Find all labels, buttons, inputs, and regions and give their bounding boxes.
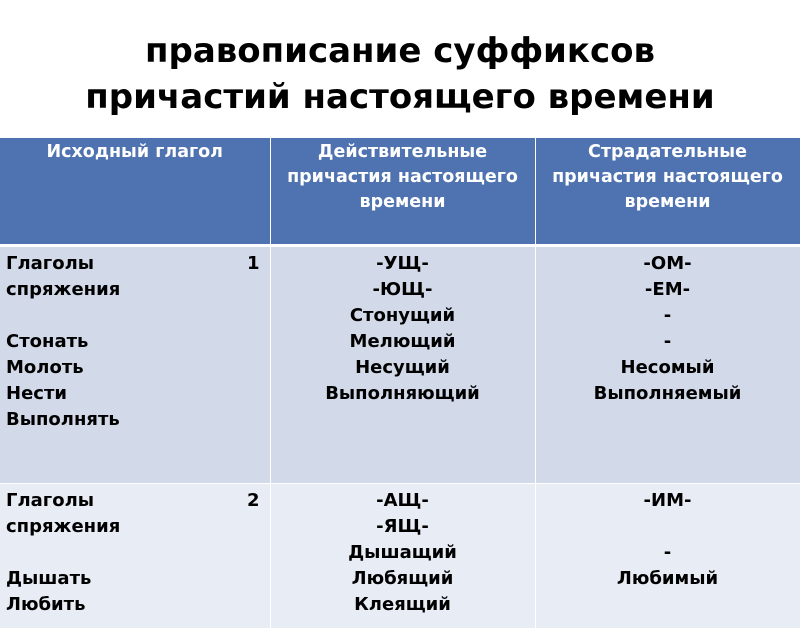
active-example: Мелющий xyxy=(277,329,529,355)
passive-suffix: -ИМ- xyxy=(542,488,794,514)
active-example: Стонущий xyxy=(277,303,529,329)
suffix-table xyxy=(0,138,800,628)
passive-suffix: -ОМ- xyxy=(542,251,794,277)
verb-cell xyxy=(0,484,270,628)
title-line-2: причастий настоящего времени xyxy=(0,74,800,120)
header-active-participles: Действительные причастия настоящего времени xyxy=(270,138,535,246)
verb: Любить xyxy=(6,592,264,618)
verb: Нести xyxy=(6,381,264,407)
verb-group-label: спряжения xyxy=(6,277,264,303)
passive-example: - xyxy=(542,303,794,329)
active-suffix: -ЯЩ- xyxy=(277,514,529,540)
passive-example: Выполняемый xyxy=(542,381,794,407)
active-suffix: -УЩ- xyxy=(277,251,529,277)
verb: Выполнять xyxy=(6,407,264,433)
active-example: Несущий xyxy=(277,355,529,381)
passive-cell xyxy=(535,484,800,628)
passive-example: Любимый xyxy=(542,566,794,592)
table-header-row xyxy=(0,138,800,246)
table-row xyxy=(0,246,800,484)
passive-example: - xyxy=(542,540,794,566)
conjugation-number: 2 xyxy=(247,488,260,514)
verb: Стонать xyxy=(6,329,264,355)
verb: Молоть xyxy=(6,355,264,381)
active-suffix: -ЮЩ- xyxy=(277,277,529,303)
header-source-verb: Исходный глагол xyxy=(0,138,270,246)
verb: Дышать xyxy=(6,566,264,592)
passive-suffix: -ЕМ- xyxy=(542,277,794,303)
title-line-1: правописание суффиксов xyxy=(0,28,800,74)
page-title xyxy=(0,28,800,120)
passive-example: Несомый xyxy=(542,355,794,381)
active-example: Любящий xyxy=(277,566,529,592)
active-cell xyxy=(270,484,535,628)
active-example: Выполняющий xyxy=(277,381,529,407)
header-passive-participles: Страдательные причастия настоящего времени xyxy=(535,138,800,246)
passive-cell xyxy=(535,246,800,484)
active-example: Клеящий xyxy=(277,592,529,618)
verb-group-label: Глаголы xyxy=(6,488,264,514)
conjugation-number: 1 xyxy=(247,251,260,277)
active-example: Дышащий xyxy=(277,540,529,566)
table-row xyxy=(0,484,800,628)
verb-group-label: Глаголы xyxy=(6,251,264,277)
verb-cell xyxy=(0,246,270,484)
verb-group-label: спряжения xyxy=(6,514,264,540)
active-cell xyxy=(270,246,535,484)
active-suffix: -АЩ- xyxy=(277,488,529,514)
passive-example: - xyxy=(542,329,794,355)
